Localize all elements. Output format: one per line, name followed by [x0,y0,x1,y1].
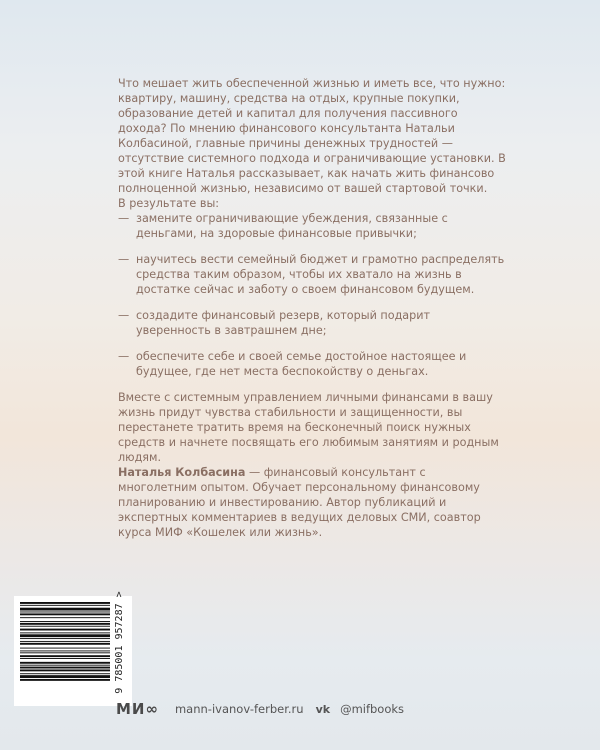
barcode-bar [20,662,110,664]
bullet-dash: — [118,212,130,225]
isbn-number: 9 785001 957287 > [114,591,125,694]
barcode-bar [20,629,110,631]
barcode-bar [20,605,110,606]
barcode-bar [20,675,110,678]
barcode-bar [20,658,110,659]
result-item [118,308,508,338]
barcode-bar [20,650,110,651]
author-bio: — финансовый консультант с многолетним опытом. Обучает персональному финансовому планированию и инвестированию. Автор публикаций и экспертных комментариев в ведущих деловых СМИ, соавтор курса МИФ «Кошелек или жизнь». [118,466,481,539]
barcode-bar [20,679,110,681]
author-name: Наталья Колбасина [118,466,246,479]
barcode-bar [20,665,110,666]
outro-paragraph: Вместе с системным управлением личными финансами в вашу жизнь придут чувства стабильности и защищенности, вы перестанете тратить время на бесконечный поиск нужных средств и начнете посвящать его любимым занятиям и родным людям. [118,391,499,464]
result-text: замените ограничивающие убеждения, связанные с деньгами, на здоровые финансовые привычки; [136,212,448,240]
results-heading: В результате вы: [118,197,220,210]
barcode-bar [20,673,110,674]
barcode-bar [20,638,110,639]
author-paragraph [118,465,508,540]
barcode-bar [20,652,110,653]
bullet-dash: — [118,309,130,322]
result-text: создадите финансовый резерв, который подарит уверенность в завтрашнем дне; [136,309,431,337]
result-item [118,349,508,379]
publisher-website: mann-ivanov-ferber.ru [174,702,304,716]
intro-paragraph: Что мешает жить обеспеченной жизнью и иметь все, что нужно: квартиру, машину, средства на отдых, крупные покупки, образование детей и капитал для получения пассивного дохода? По мнению финансового консультанта Натальи Колбасиной, главные причины денежных трудностей — отсутствие системного подхода и ограничивающие установки. В этой книге Наталья рассказывает, как начать жить финансово полноценной жизнью, независимо от вашей стартовой точки. [118,77,506,195]
result-item [118,211,508,241]
barcode-bar [20,617,110,618]
barcode-bar [20,669,110,671]
barcode-bar [20,634,110,637]
barcode-bar [20,632,110,633]
barcode-bar [20,612,110,613]
bullet-dash: — [118,350,130,363]
barcode-bar [20,626,110,627]
isbn-barcode [14,591,132,706]
barcode-bar [20,623,110,625]
barcode-bar [20,602,110,604]
social-handle: @mifbooks [340,702,405,716]
result-text: обеспечите себе и своей семье достойное настоящее и будущее, где нет места беспокойству о деньгах. [136,350,467,378]
barcode-bar [20,667,110,669]
barcode-bar [20,648,110,649]
mif-logo: МИ∞ [116,700,159,718]
back-cover-text [118,76,508,540]
barcode-bar [20,655,110,657]
barcode-bar [20,621,110,622]
barcode-bar [20,643,110,645]
bullet-dash: — [118,253,130,266]
publisher-footer [116,700,404,718]
result-text: научитесь вести семейный бюджет и грамотно распределять средства таким образом, чтобы их хватало на жизнь в достатке сейчас и заботу о своем финансовом будущем. [136,253,505,296]
barcode-bar [20,641,110,642]
barcode-bar [20,608,110,611]
result-item [118,252,508,297]
vk-icon: vk [315,702,331,716]
barcode-bar [20,613,110,615]
